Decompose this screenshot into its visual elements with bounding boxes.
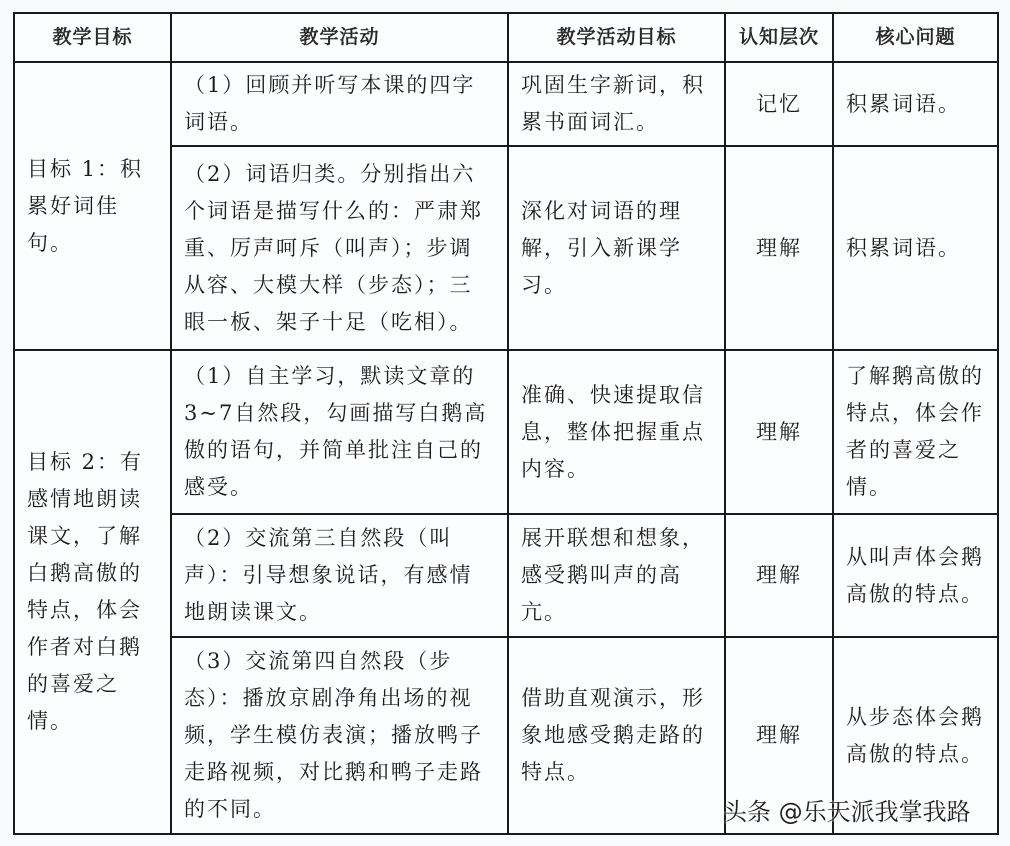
cognitive-level-cell: 理解 [725, 514, 833, 637]
watermark-text: 头条 @乐天派我掌我路 [723, 798, 971, 826]
core-question-cell: 了解鹅高傲的特点，体会作者的喜爱之情。 [833, 350, 998, 514]
core-question-cell: 从步态体会鹅高傲的特点。 [833, 637, 998, 834]
activity-cell: （1）自主学习，默读文章的3~7自然段，勾画描写白鹅高傲的语句，并简单批注自己的感受。 [171, 350, 508, 514]
header-teaching-goal: 教学目标 [14, 13, 171, 62]
goal-1-cell: 目标 1：积累好词佳句。 [14, 62, 171, 350]
activity-cell: （2）词语归类。分别指出六个词语是描写什么的：严肃郑重、厉声呵斥（叫声）；步调从容、大模大样（步态）；三眼一板、架子十足（吃相）。 [171, 146, 508, 350]
activity-goal-cell: 巩固生字新词，积累书面词汇。 [508, 62, 725, 146]
goal-2-cell: 目标 2：有感情地朗读课文，了解白鹅高傲的特点，体会作者对白鹅的喜爱之情。 [14, 350, 171, 834]
header-core-question: 核心问题 [833, 13, 998, 62]
activity-goal-cell: 借助直观演示，形象地感受鹅走路的特点。 [508, 637, 725, 834]
header-row [14, 13, 998, 62]
activity-cell: （2）交流第三自然段（叫声）：引导想象说话，有感情地朗读课文。 [171, 514, 508, 637]
activity-goal-cell: 深化对词语的理解，引入新课学习。 [508, 146, 725, 350]
table-row [14, 62, 998, 146]
cognitive-level-cell: 理解 [725, 637, 833, 834]
activity-goal-cell: 准确、快速提取信息，整体把握重点内容。 [508, 350, 725, 514]
table-row [14, 350, 998, 514]
header-cognitive-level: 认知层次 [725, 13, 833, 62]
core-question-cell: 积累词语。 [833, 62, 998, 146]
lesson-plan-table [13, 12, 999, 835]
cognitive-level-cell: 记忆 [725, 62, 833, 146]
core-question-cell: 从叫声体会鹅高傲的特点。 [833, 514, 998, 637]
activity-cell: （3）交流第四自然段（步态）：播放京剧净角出场的视频，学生模仿表演；播放鸭子走路视频，对比鹅和鸭子走路的不同。 [171, 637, 508, 834]
core-question-cell: 积累词语。 [833, 146, 998, 350]
header-activity-goal: 教学活动目标 [508, 13, 725, 62]
activity-cell: （1）回顾并听写本课的四字词语。 [171, 62, 508, 146]
cognitive-level-cell: 理解 [725, 350, 833, 514]
activity-goal-cell: 展开联想和想象，感受鹅叫声的高亢。 [508, 514, 725, 637]
cognitive-level-cell: 理解 [725, 146, 833, 350]
header-teaching-activity: 教学活动 [171, 13, 508, 62]
